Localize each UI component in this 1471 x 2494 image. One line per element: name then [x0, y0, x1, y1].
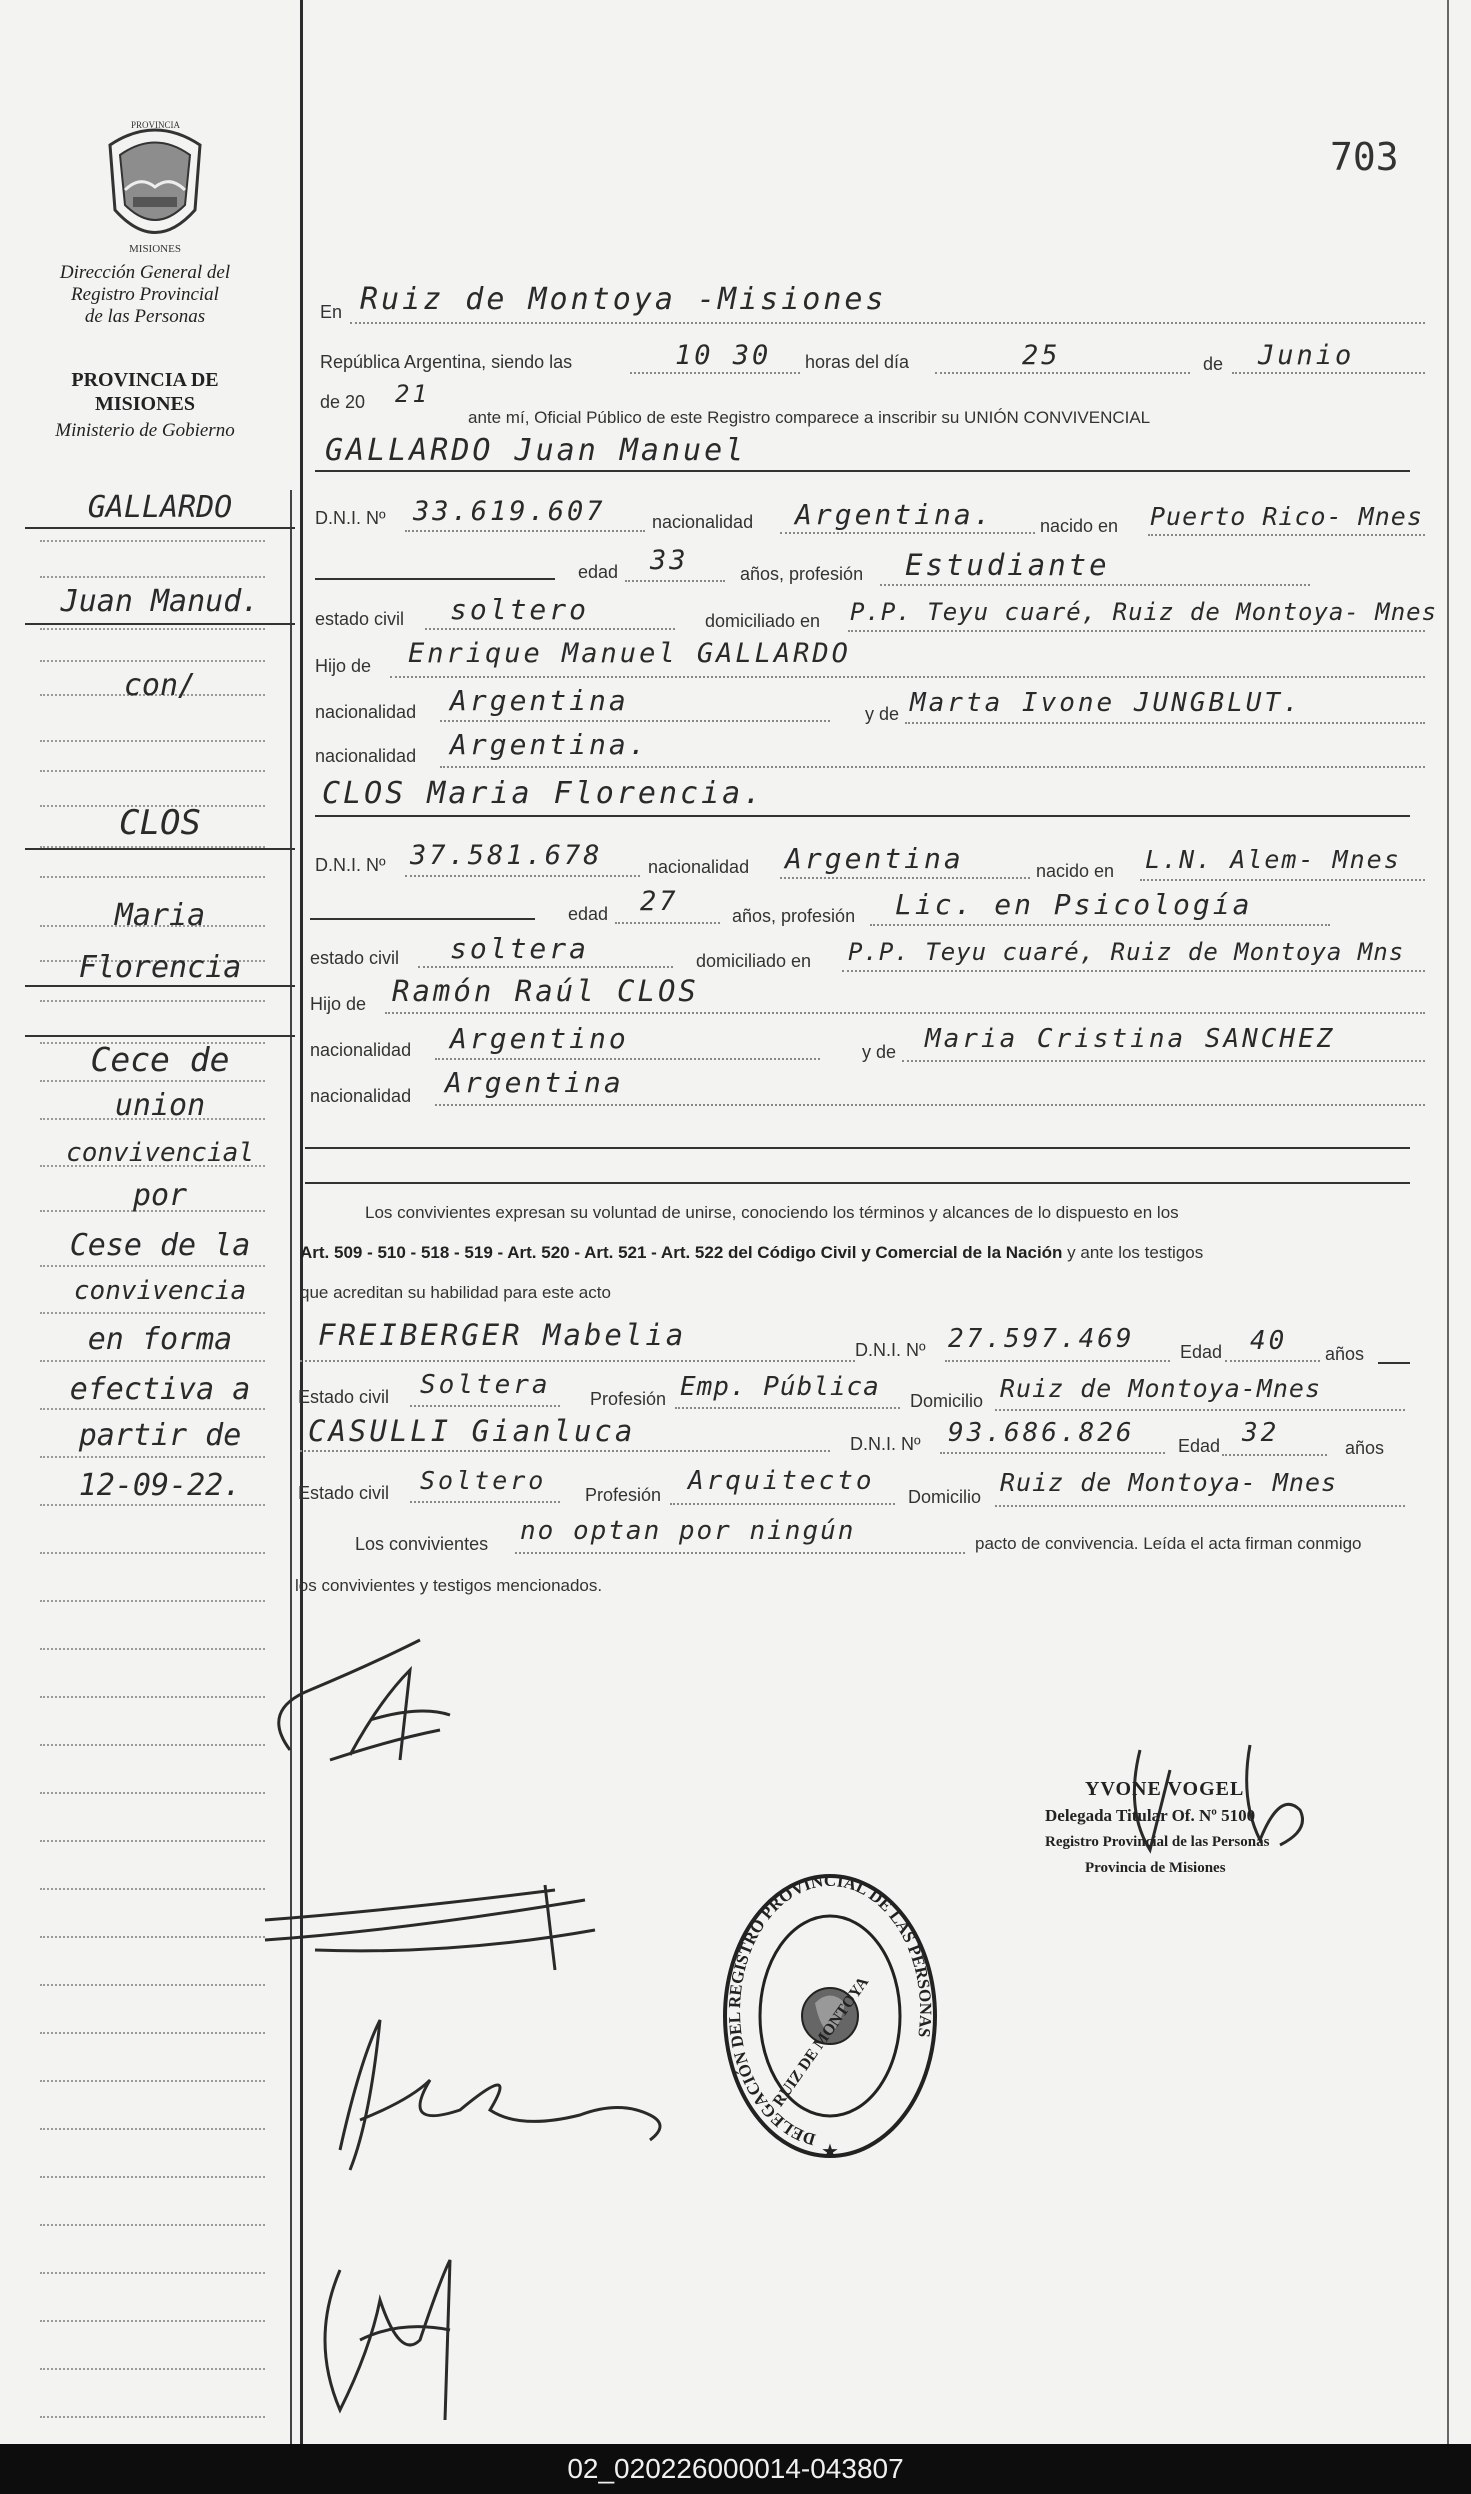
w2-name-fill	[300, 1450, 830, 1452]
signature-1	[250, 1610, 500, 1780]
de-label: de	[1203, 354, 1224, 374]
p1-dni: 33.619.607	[413, 496, 606, 527]
document-footer-code: 02_020226000014-043807	[0, 2444, 1471, 2494]
p2-madre-nac-label: nacionalidad	[310, 1086, 412, 1106]
p1-padre-fill	[390, 676, 1425, 678]
w1-dom-label: Domicilio	[910, 1391, 984, 1411]
institution-line-1: Dirección General del	[59, 262, 231, 283]
institution-line-3: de las Personas	[84, 306, 206, 327]
w2-dni: 93.686.826	[948, 1418, 1135, 1448]
p2-madre: Maria Cristina SANCHEZ	[925, 1024, 1336, 1054]
p1-nacido: Puerto Rico- Mnes	[1150, 502, 1423, 531]
p2-edad: 27	[640, 886, 679, 917]
page-number: 703	[1330, 135, 1399, 179]
person2-name-line	[315, 815, 1410, 817]
w1-dom-fill	[995, 1409, 1405, 1411]
declaration-line-2	[300, 1243, 1203, 1263]
w1-dom: Ruiz de Montoya-Mnes	[1000, 1374, 1322, 1403]
margin-line	[40, 1888, 265, 1890]
month-value: Junio	[1258, 340, 1355, 371]
emblem-label-top: PROVINCIA	[131, 120, 181, 130]
stamp-province: Provincia de Misiones	[1085, 1860, 1226, 1876]
institution-name	[0, 262, 290, 328]
closing-label: Los convivientes	[355, 1534, 489, 1554]
day-value: 25	[1022, 340, 1061, 371]
margin-note-line-6: convivencia	[73, 1276, 247, 1306]
margin-line	[40, 1360, 265, 1362]
margin-line	[40, 740, 265, 742]
p2-prof: Lic. en Psicología	[895, 888, 1253, 921]
margin-line	[40, 2416, 265, 2418]
w2-prof-label: Profesión	[585, 1485, 662, 1505]
province-emblem	[95, 115, 215, 255]
w2-estado-label: Estado civil	[298, 1483, 390, 1503]
margin-line	[40, 1265, 265, 1267]
p1-dni-fill	[405, 530, 645, 532]
p2-padre-nac-fill	[435, 1058, 820, 1060]
blank-line-1	[305, 1147, 1410, 1149]
p2-madre-nac: Argentina	[445, 1066, 624, 1099]
p1-yde-label: y de	[865, 704, 900, 724]
comparece-text: ante mí, Oficial Público de este Registro comparece a inscribir su UNIÓN CONVIVENCIAL	[468, 408, 1151, 427]
place-value: Ruiz de Montoya -Misiones	[360, 282, 887, 317]
p2-nac: Argentina	[785, 842, 964, 875]
p2-estado: soltera	[450, 932, 590, 965]
margin-line	[40, 1000, 265, 1002]
margin-line	[40, 540, 265, 542]
signature-4	[300, 2240, 500, 2430]
p1-madre-fill	[905, 722, 1425, 724]
year-prefix: de 20	[320, 392, 366, 412]
closing-pacto-fill	[515, 1552, 965, 1554]
margin-surname-2: CLOS	[119, 803, 201, 843]
p2-edad-fill	[615, 922, 720, 924]
p1-dom: P.P. Teyu cuaré, Ruiz de Montoya- Mnes	[850, 598, 1438, 626]
margin-line	[40, 1408, 265, 1410]
w1-estado-fill	[410, 1405, 560, 1407]
margin-underline	[25, 623, 295, 625]
w1-estado-label: Estado civil	[298, 1387, 390, 1407]
margin-note-line-9: partir de	[78, 1418, 242, 1453]
horas-label: horas del día	[805, 352, 910, 372]
margin-line	[40, 1456, 265, 1458]
w1-dni-fill	[945, 1360, 1170, 1362]
p2-hijo-label: Hijo de	[310, 994, 367, 1014]
p2-dni-fill	[405, 875, 640, 877]
w1-dni: 27.597.469	[948, 1324, 1135, 1354]
province-line-2: MISIONES	[94, 393, 196, 415]
declaration-line-2-rest: y ante los testigos	[1067, 1243, 1204, 1262]
p1-nac-fill	[780, 532, 1035, 534]
w1-prof-label: Profesión	[590, 1389, 667, 1409]
w2-dni-label: D.N.I. Nº	[850, 1434, 921, 1454]
p2-nac-fill	[780, 877, 1030, 879]
margin-note-line-7: en forma	[87, 1322, 233, 1357]
w1-anos-line	[1378, 1362, 1410, 1364]
p1-edad-fill	[625, 580, 725, 582]
signature-3	[320, 2000, 720, 2180]
p2-padre-nac-label: nacionalidad	[310, 1040, 412, 1060]
margin-underline	[25, 1035, 295, 1037]
p2-madre-fill	[902, 1060, 1425, 1062]
p1-edad: 33	[650, 545, 689, 576]
signature-2	[255, 1860, 615, 1980]
stamp-title: Delegada Titular Of. Nº 5100	[1045, 1806, 1256, 1825]
w2-dni-fill	[940, 1452, 1165, 1454]
p1-edad-label: edad	[578, 562, 619, 582]
margin-line	[40, 2368, 265, 2370]
hour-value: 10 30	[675, 340, 772, 371]
w1-anos-label: años	[1325, 1344, 1365, 1364]
margin-note-line-8: efectiva a	[69, 1372, 251, 1407]
w2-estado-fill	[410, 1501, 560, 1503]
p2-nac-label: nacionalidad	[648, 857, 750, 877]
day-fill	[935, 372, 1190, 374]
province-name	[0, 368, 290, 416]
margin-given-2a: Maria	[114, 898, 206, 933]
seal-center-text: RUIZ DE MONTOYA	[770, 1974, 873, 2110]
p2-padre-fill	[385, 1012, 1425, 1014]
p1-madre-nac-label: nacionalidad	[315, 746, 417, 766]
w1-prof: Emp. Pública	[680, 1372, 880, 1402]
closing-line-2: los convivientes y testigos mencionados.	[295, 1576, 603, 1595]
margin-line	[40, 2272, 265, 2274]
margin-line	[40, 1552, 265, 1554]
margin-line	[40, 1936, 265, 1938]
place-fill	[350, 322, 1425, 324]
margin-line	[40, 2320, 265, 2322]
p2-yde-label: y de	[862, 1042, 897, 1062]
w2-dom-fill	[995, 1505, 1405, 1507]
p1-estado-label: estado civil	[315, 609, 405, 629]
province-line-1: PROVINCIA DE	[71, 369, 219, 391]
right-edge-rule	[1447, 0, 1449, 2444]
main-column-rule	[290, 490, 292, 2444]
margin-line	[40, 1648, 265, 1650]
margin-note-line-2: union	[114, 1088, 206, 1123]
emblem-label-bottom: MISIONES	[129, 243, 181, 255]
p2-estado-fill	[418, 966, 673, 968]
w2-edad-label: Edad	[1178, 1436, 1221, 1456]
margin-note-line-3: convivencial	[66, 1138, 254, 1168]
stamp-name: YVONE VOGEL	[1085, 1778, 1245, 1800]
margin-given-2b: Florencia	[78, 950, 242, 985]
margin-line	[40, 2128, 265, 2130]
margin-line	[40, 2224, 265, 2226]
person1-name: GALLARDO Juan Manuel	[325, 433, 747, 468]
margin-surname-1: GALLARDO	[87, 490, 233, 525]
p1-padre-nac: Argentina	[450, 684, 629, 717]
margin-line	[40, 1504, 265, 1506]
p2-nacido-fill	[1140, 879, 1425, 881]
p1-nac-label: nacionalidad	[652, 512, 754, 532]
margin-line	[40, 2080, 265, 2082]
institution-line-2: Registro Provincial	[71, 284, 219, 305]
margin-line	[40, 1840, 265, 1842]
w2-edad-fill	[1222, 1454, 1327, 1456]
p1-blank-line	[315, 578, 555, 580]
w2-dom-label: Domicilio	[908, 1487, 982, 1507]
p2-nacido-label: nacido en	[1036, 861, 1115, 881]
person2-name: CLOS Maria Florencia.	[322, 776, 765, 811]
en-label: En	[320, 302, 343, 322]
margin-underline	[25, 848, 295, 850]
p2-dni-label: D.N.I. Nº	[315, 855, 386, 875]
p1-hijo-label: Hijo de	[315, 656, 372, 676]
p1-dom-label: domiciliado en	[705, 611, 821, 631]
declaration-articles: Art. 509 - 510 - 518 - 519 - Art. 520 - Art. 521 - Art. 522 del Código Civil y Comercial de la Nación	[300, 1243, 1063, 1262]
p1-padre-nac-fill	[440, 720, 830, 722]
p2-edad-label: edad	[568, 904, 609, 924]
w1-name-fill	[300, 1360, 855, 1362]
p2-nacido: L.N. Alem- Mnes	[1145, 845, 1401, 874]
w2-edad: 32	[1242, 1418, 1280, 1448]
margin-line	[40, 1696, 265, 1698]
month-fill	[1232, 372, 1425, 374]
w1-estado: Soltera	[420, 1370, 551, 1400]
person1-name-line	[315, 470, 1410, 472]
p2-prof-fill	[870, 924, 1330, 926]
margin-line	[40, 628, 265, 630]
p2-blank-line	[310, 918, 535, 920]
p2-dom-label: domiciliado en	[696, 951, 812, 971]
ministry-name: Ministerio de Gobierno	[55, 420, 235, 441]
p2-estado-label: estado civil	[310, 948, 400, 968]
margin-line	[40, 770, 265, 772]
margin-line	[40, 876, 265, 878]
w1-edad: 40	[1250, 1326, 1288, 1356]
margin-underline	[25, 527, 295, 529]
w1-edad-fill	[1225, 1360, 1320, 1362]
p2-padre-nac: Argentino	[450, 1022, 629, 1055]
margin-given-1: Juan Manud.	[60, 584, 260, 619]
p1-madre-nac-fill	[440, 766, 1425, 768]
svg-text:★: ★	[821, 2141, 839, 2163]
margin-note-line-10: 12-09-22.	[78, 1468, 242, 1503]
closing-rest: pacto de convivencia. Leída el acta firman conmigo	[975, 1534, 1362, 1553]
republica-text: República Argentina, siendo las	[320, 352, 573, 372]
p1-prof: Estudiante	[905, 548, 1110, 582]
w1-dni-label: D.N.I. Nº	[855, 1340, 926, 1360]
p1-madre-nac: Argentina.	[450, 728, 649, 761]
w1-edad-label: Edad	[1180, 1342, 1223, 1362]
margin-note-line-5: Cese de la	[69, 1228, 251, 1263]
margin-line	[40, 1312, 265, 1314]
stamp-registry: Registro Provincial de las Personas	[1045, 1834, 1270, 1850]
p2-dom: P.P. Teyu cuaré, Ruiz de Montoya Mns	[848, 938, 1405, 966]
margin-underline	[25, 985, 295, 987]
p1-padre-nac-label: nacionalidad	[315, 702, 417, 722]
p1-padre: Enrique Manuel GALLARDO	[408, 638, 851, 669]
margin-line	[40, 660, 265, 662]
declaration-line-3: que acreditan su habilidad para este acto	[300, 1283, 611, 1302]
p2-madre-nac-fill	[435, 1104, 1425, 1106]
p2-anos-label: años, profesión	[732, 906, 856, 926]
w2-anos-label: años	[1345, 1438, 1385, 1458]
w1-prof-fill	[675, 1407, 900, 1409]
margin-line	[40, 576, 265, 578]
year-suffix: 21	[395, 380, 430, 408]
closing-pacto: no optan por ningún	[520, 1516, 856, 1546]
w2-prof-fill	[670, 1503, 895, 1505]
w2-estado: Soltero	[420, 1466, 547, 1495]
margin-line	[40, 2176, 265, 2178]
p1-dni-label: D.N.I. Nº	[315, 508, 386, 528]
margin-line	[40, 1080, 265, 1082]
p1-dom-fill	[848, 630, 1425, 632]
p1-estado-fill	[425, 628, 675, 630]
margin-line	[40, 2032, 265, 2034]
margin-note-line-4: por	[132, 1178, 188, 1213]
p1-nacido-fill	[1148, 534, 1425, 536]
w2-dom: Ruiz de Montoya- Mnes	[1000, 1468, 1338, 1497]
margin-note-line-1: Cece de	[90, 1040, 230, 1079]
hour-fill	[630, 372, 800, 374]
p1-prof-fill	[880, 584, 1310, 586]
blank-line-2	[305, 1182, 1410, 1184]
sidebar-rule	[300, 0, 303, 2444]
margin-line	[40, 1744, 265, 1746]
p2-dni: 37.581.678	[410, 840, 603, 871]
p1-anos-label: años, profesión	[740, 564, 864, 584]
w1-name: FREIBERGER Mabelia	[318, 1318, 687, 1352]
p2-padre: Ramón Raúl CLOS	[392, 974, 699, 1008]
margin-con: con/	[123, 668, 197, 703]
p1-nac: Argentina.	[795, 498, 994, 531]
margin-line	[40, 1984, 265, 1986]
margin-line	[40, 1792, 265, 1794]
w2-name: CASULLI Gianluca	[308, 1414, 636, 1448]
p1-madre: Marta Ivone JUNGBLUT.	[910, 688, 1302, 718]
p2-dom-fill	[842, 970, 1425, 972]
margin-line	[40, 1600, 265, 1602]
p1-nacido-label: nacido en	[1040, 516, 1119, 536]
seal-ring-text: DELEGACIÓN DEL REGISTRO PROVINCIAL DE LAS PERSONAS	[724, 1871, 936, 2150]
p1-estado: soltero	[450, 593, 590, 626]
w2-prof: Arquitecto	[688, 1466, 875, 1496]
declaration-line-1: Los convivientes expresan su voluntad de unirse, conociendo los términos y alcances de lo dispuesto en los	[365, 1203, 1179, 1222]
